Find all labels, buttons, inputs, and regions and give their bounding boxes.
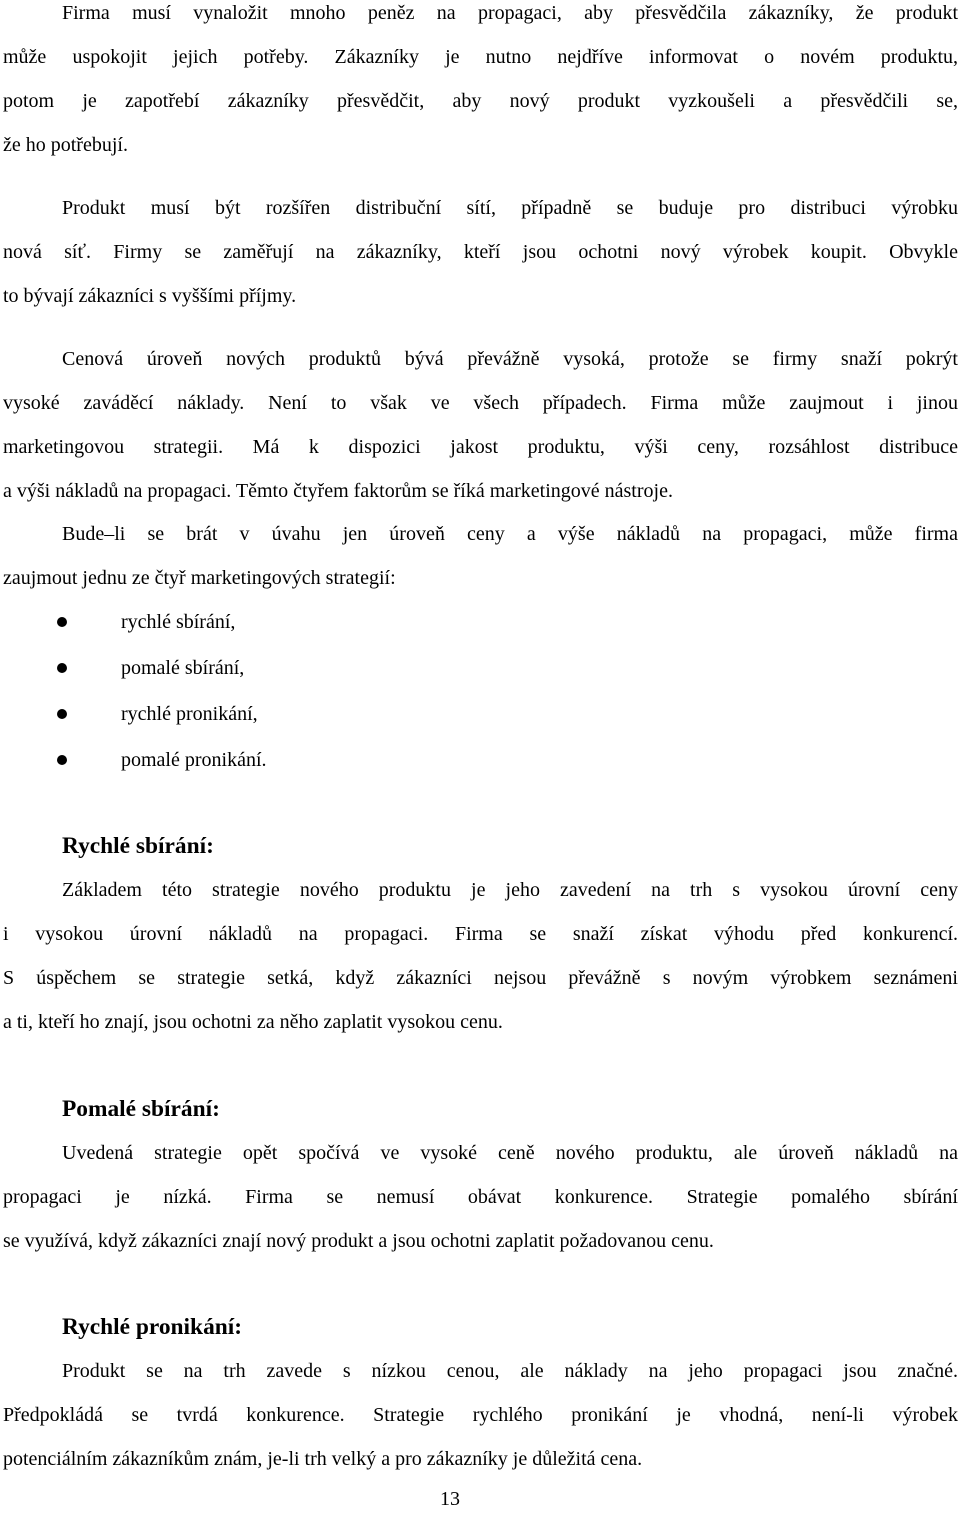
bullet-icon <box>57 617 67 627</box>
text-line: Bude–li se brát v úvahu jen úroveň ceny a výše nákladů na propagaci, může firma <box>62 523 958 545</box>
text-line: a výši nákladů na propagaci. Těmto čtyřem faktorům se říká marketingové nástroje. <box>3 480 673 502</box>
text-line: marketingovou strategii. Má k dispozici jakost produktu, výši ceny, rozsáhlost distribuce <box>3 436 958 458</box>
list-item-label: rychlé pronikání, <box>121 703 258 725</box>
text-line: a ti, kteří ho znají, jsou ochotni za něho zaplatit vysokou cenu. <box>3 1011 503 1033</box>
strategies-list <box>0 599 600 783</box>
list-item-label: pomalé sbírání, <box>121 657 245 679</box>
list-item <box>0 737 600 783</box>
text-line: že ho potřebují. <box>3 134 128 156</box>
list-item <box>0 645 600 691</box>
text-line: Uvedená strategie opět spočívá ve vysoké ceně nového produktu, ale úroveň nákladů na <box>62 1142 958 1164</box>
text-line: i vysokou úrovní nákladů na propagaci. Firma se snaží získat výhodu před konkurencí. <box>3 923 958 945</box>
text-line: Základem této strategie nového produktu je jeho zavedení na trh s vysokou úrovní ceny <box>62 879 958 901</box>
text-line: může uspokojit jejich potřeby. Zákazníky je nutno nejdříve informovat o novém produktu, <box>3 46 958 68</box>
list-item <box>0 599 600 645</box>
text-line: vysoké zaváděcí náklady. Není to však ve všech případech. Firma může zaujmout i jinou <box>3 392 958 414</box>
list-item <box>0 691 600 737</box>
text-line: potenciálním zákazníkům znám, je-li trh velký a pro zákazníky je důležitá cena. <box>3 1448 643 1470</box>
bullet-icon <box>57 709 67 719</box>
paragraph-rychle-pronikani <box>3 1349 958 1481</box>
section-heading-rychle-sbirani: Rychlé sbírání: <box>62 833 214 859</box>
text-line: zaujmout jednu ze čtyř marketingových strategií: <box>3 567 396 589</box>
text-line: Cenová úroveň nových produktů bývá převážně vysoká, protože se firmy snaží pokrýt <box>62 348 958 370</box>
page-number: 13 <box>440 1488 460 1510</box>
list-item-label: rychlé sbírání, <box>121 611 236 633</box>
text-line: S úspěchem se strategie setká, když zákazníci nejsou převážně s novým výrobkem seznámeni <box>3 967 958 989</box>
text-line: Firma musí vynaložit mnoho peněz na propagaci, aby přesvědčila zákazníky, že produkt <box>62 2 958 24</box>
bullet-icon <box>57 663 67 673</box>
bullet-icon <box>57 755 67 765</box>
list-item-label: pomalé pronikání. <box>121 749 267 771</box>
paragraph-distribution <box>3 186 958 318</box>
text-line: Předpokládá se tvrdá konkurence. Strategie rychlého pronikání je vhodná, není-li výrobek <box>3 1404 958 1426</box>
text-line: nová síť. Firmy se zaměřují na zákazníky, kteří jsou ochotni nový výrobek koupit. Obvykle <box>3 241 958 263</box>
text-line: potom je zapotřebí zákazníky přesvědčit, aby nový produkt vyzkoušeli a přesvědčili se, <box>3 90 958 112</box>
section-heading-rychle-pronikani: Rychlé pronikání: <box>62 1314 243 1340</box>
paragraph-rychle-sbirani <box>3 868 958 1044</box>
text-line: Produkt se na trh zavede s nízkou cenou, ale náklady na jeho propagaci jsou značné. <box>62 1360 958 1382</box>
text-line: to bývají zákazníci s vyššími příjmy. <box>3 285 297 307</box>
text-line: Produkt musí být rozšířen distribuční sítí, případně se buduje pro distribuci výrobku <box>62 197 958 219</box>
text-line: propagaci je nízká. Firma se nemusí obávat konkurence. Strategie pomalého sbírání <box>3 1186 958 1208</box>
paragraph-strategies-intro <box>3 512 958 600</box>
text-line: se využívá, když zákazníci znají nový produkt a jsou ochotni zaplatit požadovanou cenu. <box>3 1230 714 1252</box>
section-heading-pomale-sbirani: Pomalé sbírání: <box>62 1096 220 1122</box>
paragraph-pomale-sbirani <box>3 1131 958 1263</box>
paragraph-price-level <box>3 337 958 513</box>
paragraph-promotion <box>3 0 958 167</box>
